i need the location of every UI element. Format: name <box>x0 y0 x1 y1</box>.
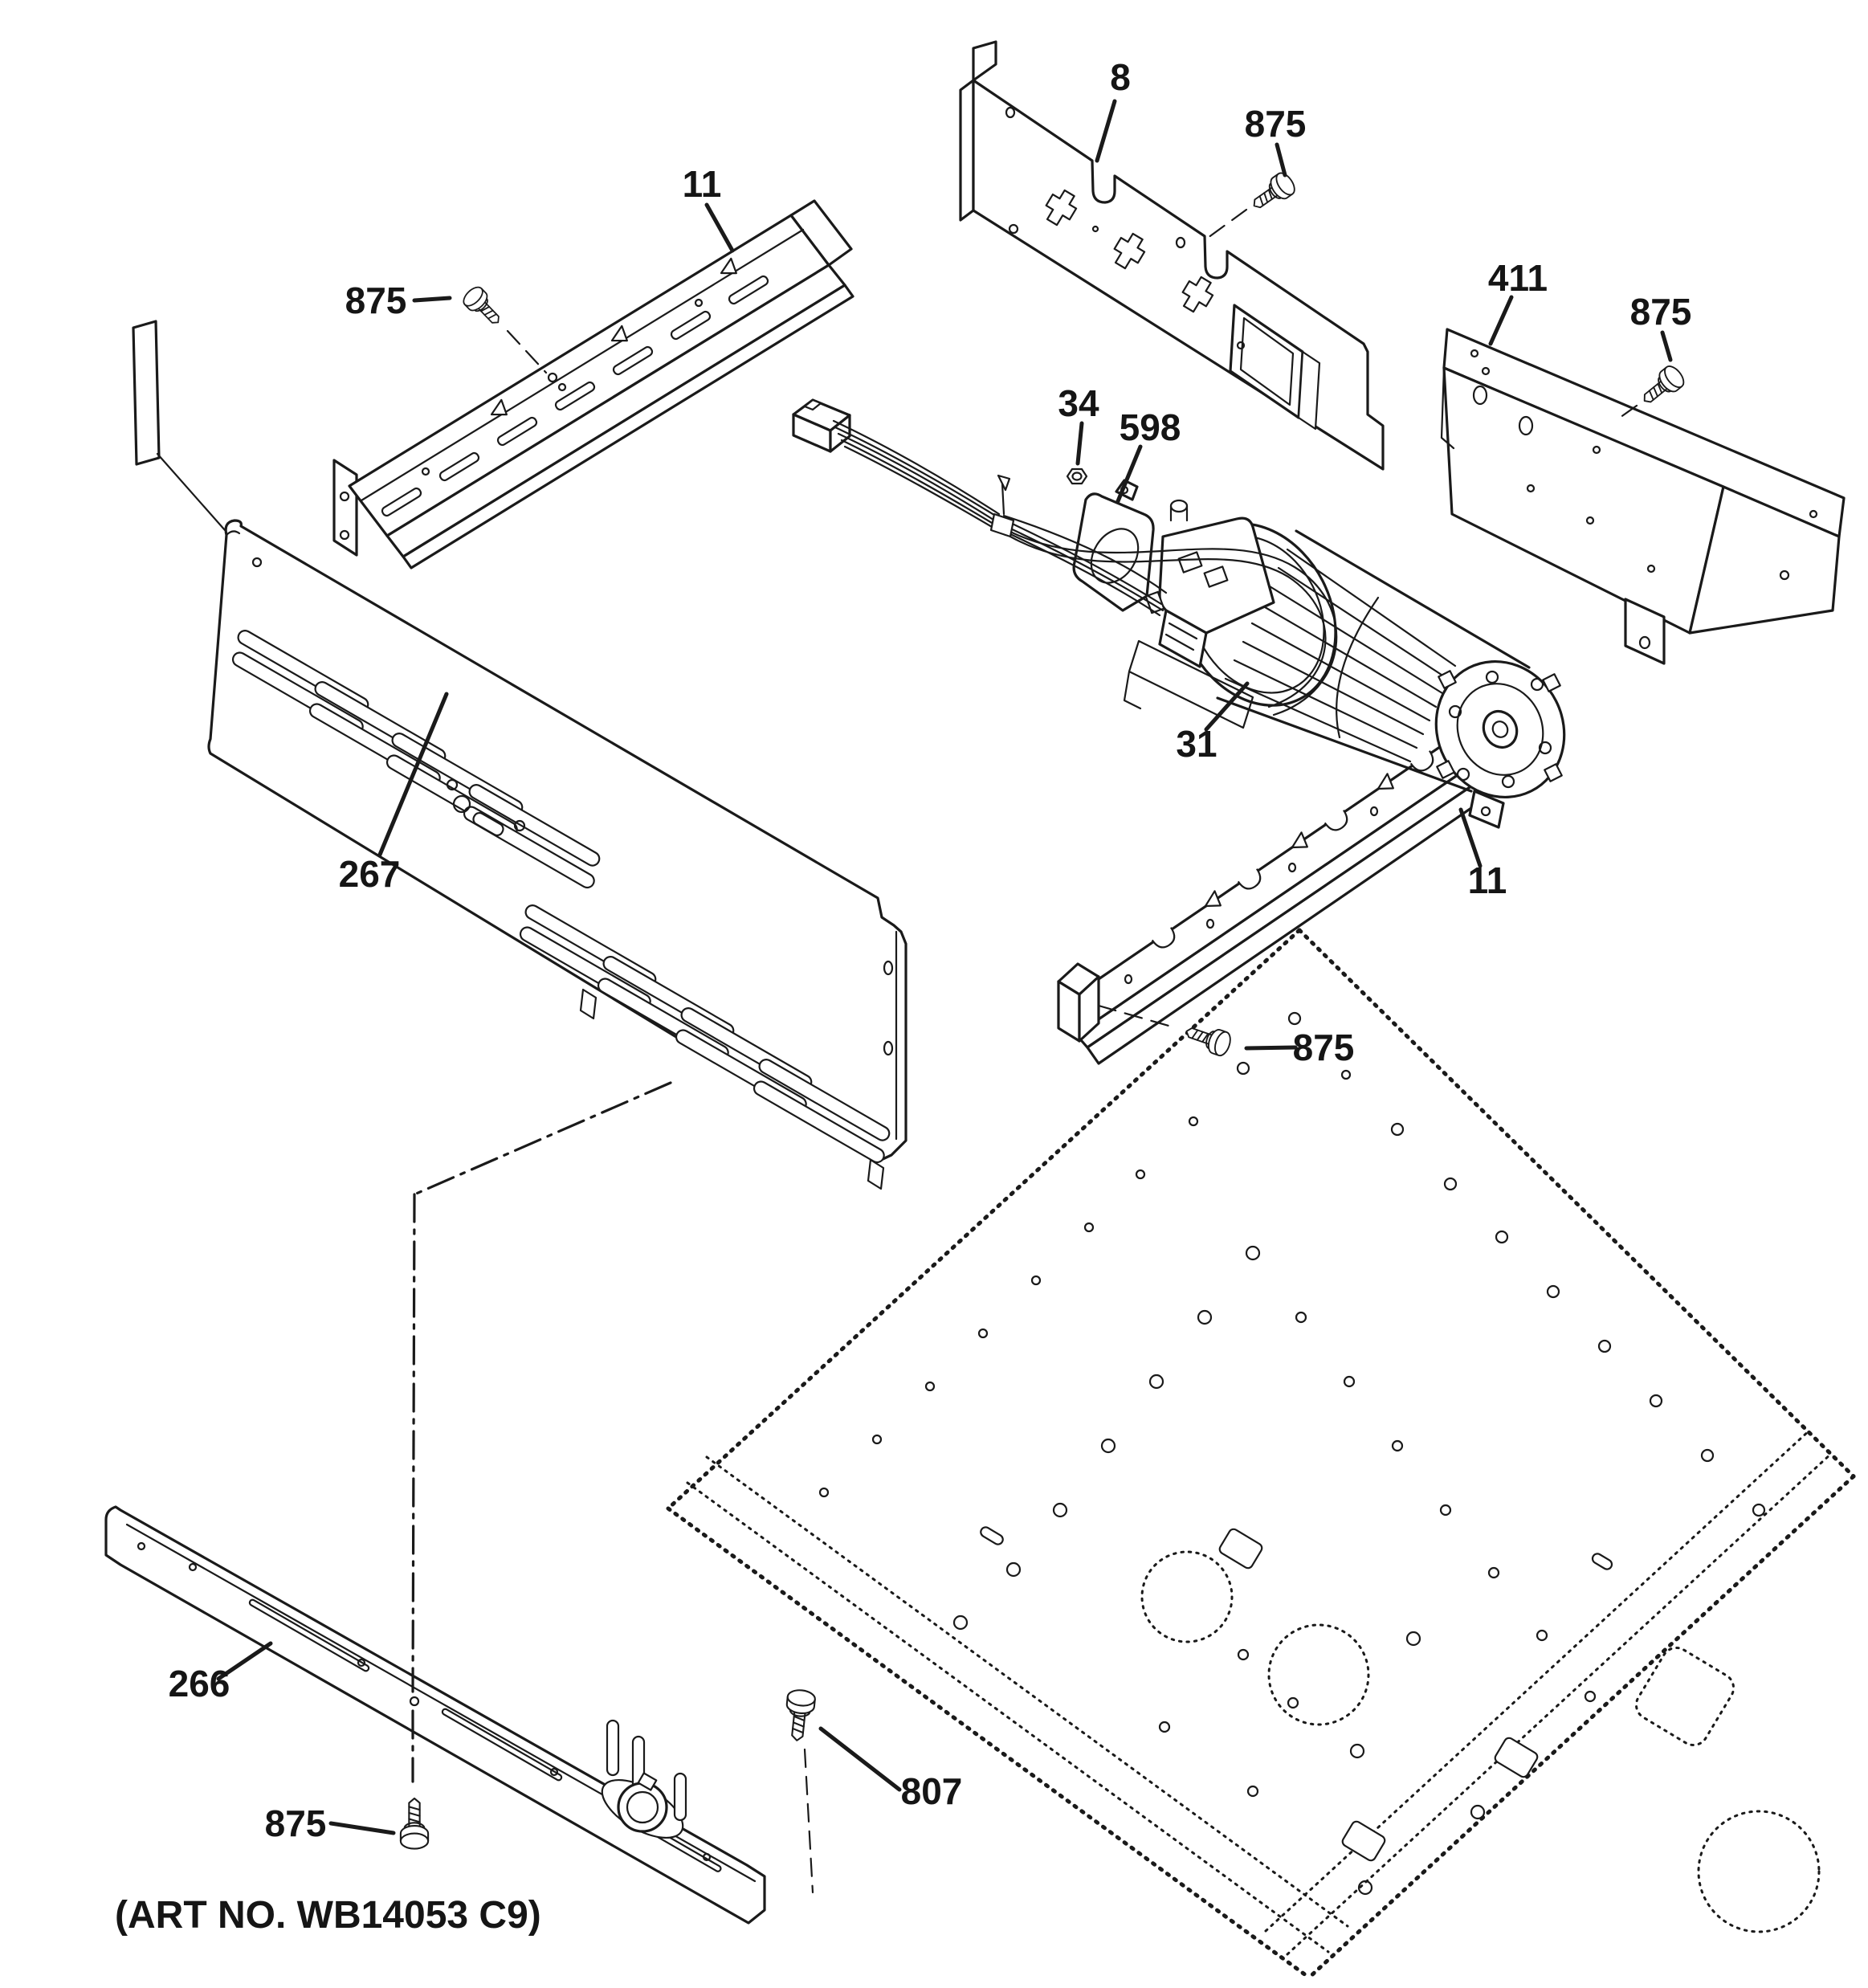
callout-875-bottom-right: 875 <box>1292 1027 1355 1068</box>
screw-875-right <box>1637 363 1687 410</box>
callout-34: 34 <box>1058 382 1099 424</box>
callout-875-right: 875 <box>1629 291 1692 333</box>
hole-pattern <box>820 1013 1764 1894</box>
trim-bar-266 <box>106 1507 765 1923</box>
callout-8: 8 <box>1110 56 1131 98</box>
bracket-11-top-left <box>334 201 853 568</box>
screw-875-bottom-right <box>1182 1019 1233 1057</box>
callout-266: 266 <box>168 1663 230 1704</box>
callout-875-bottom: 875 <box>264 1802 327 1844</box>
burner-opening-dashed <box>1269 1625 1368 1725</box>
nut-34 <box>1067 469 1087 484</box>
callout-11-left: 11 <box>682 163 722 205</box>
callout-11-right: 11 <box>1467 859 1507 901</box>
callout-875-left: 875 <box>345 280 407 321</box>
burner-opening-dashed <box>1142 1552 1232 1642</box>
screw-875-left <box>460 284 506 330</box>
callout-267: 267 <box>338 853 401 895</box>
burner-opening-dashed <box>1699 1811 1819 1932</box>
callout-411: 411 <box>1487 257 1548 299</box>
cutouts <box>979 1525 1613 1862</box>
screw-807 <box>783 1689 816 1742</box>
art-number: (ART NO. WB14053 C9) <box>115 1894 541 1937</box>
callout-807: 807 <box>900 1770 963 1812</box>
bracket-411 <box>1442 329 1844 663</box>
screw-875-bottom <box>401 1798 428 1849</box>
callout-598: 598 <box>1119 406 1181 448</box>
rear-panel-8 <box>961 42 1383 469</box>
callout-31: 31 <box>1176 723 1217 765</box>
screw-875-top <box>1247 170 1299 216</box>
callout-875-top: 875 <box>1244 103 1307 145</box>
